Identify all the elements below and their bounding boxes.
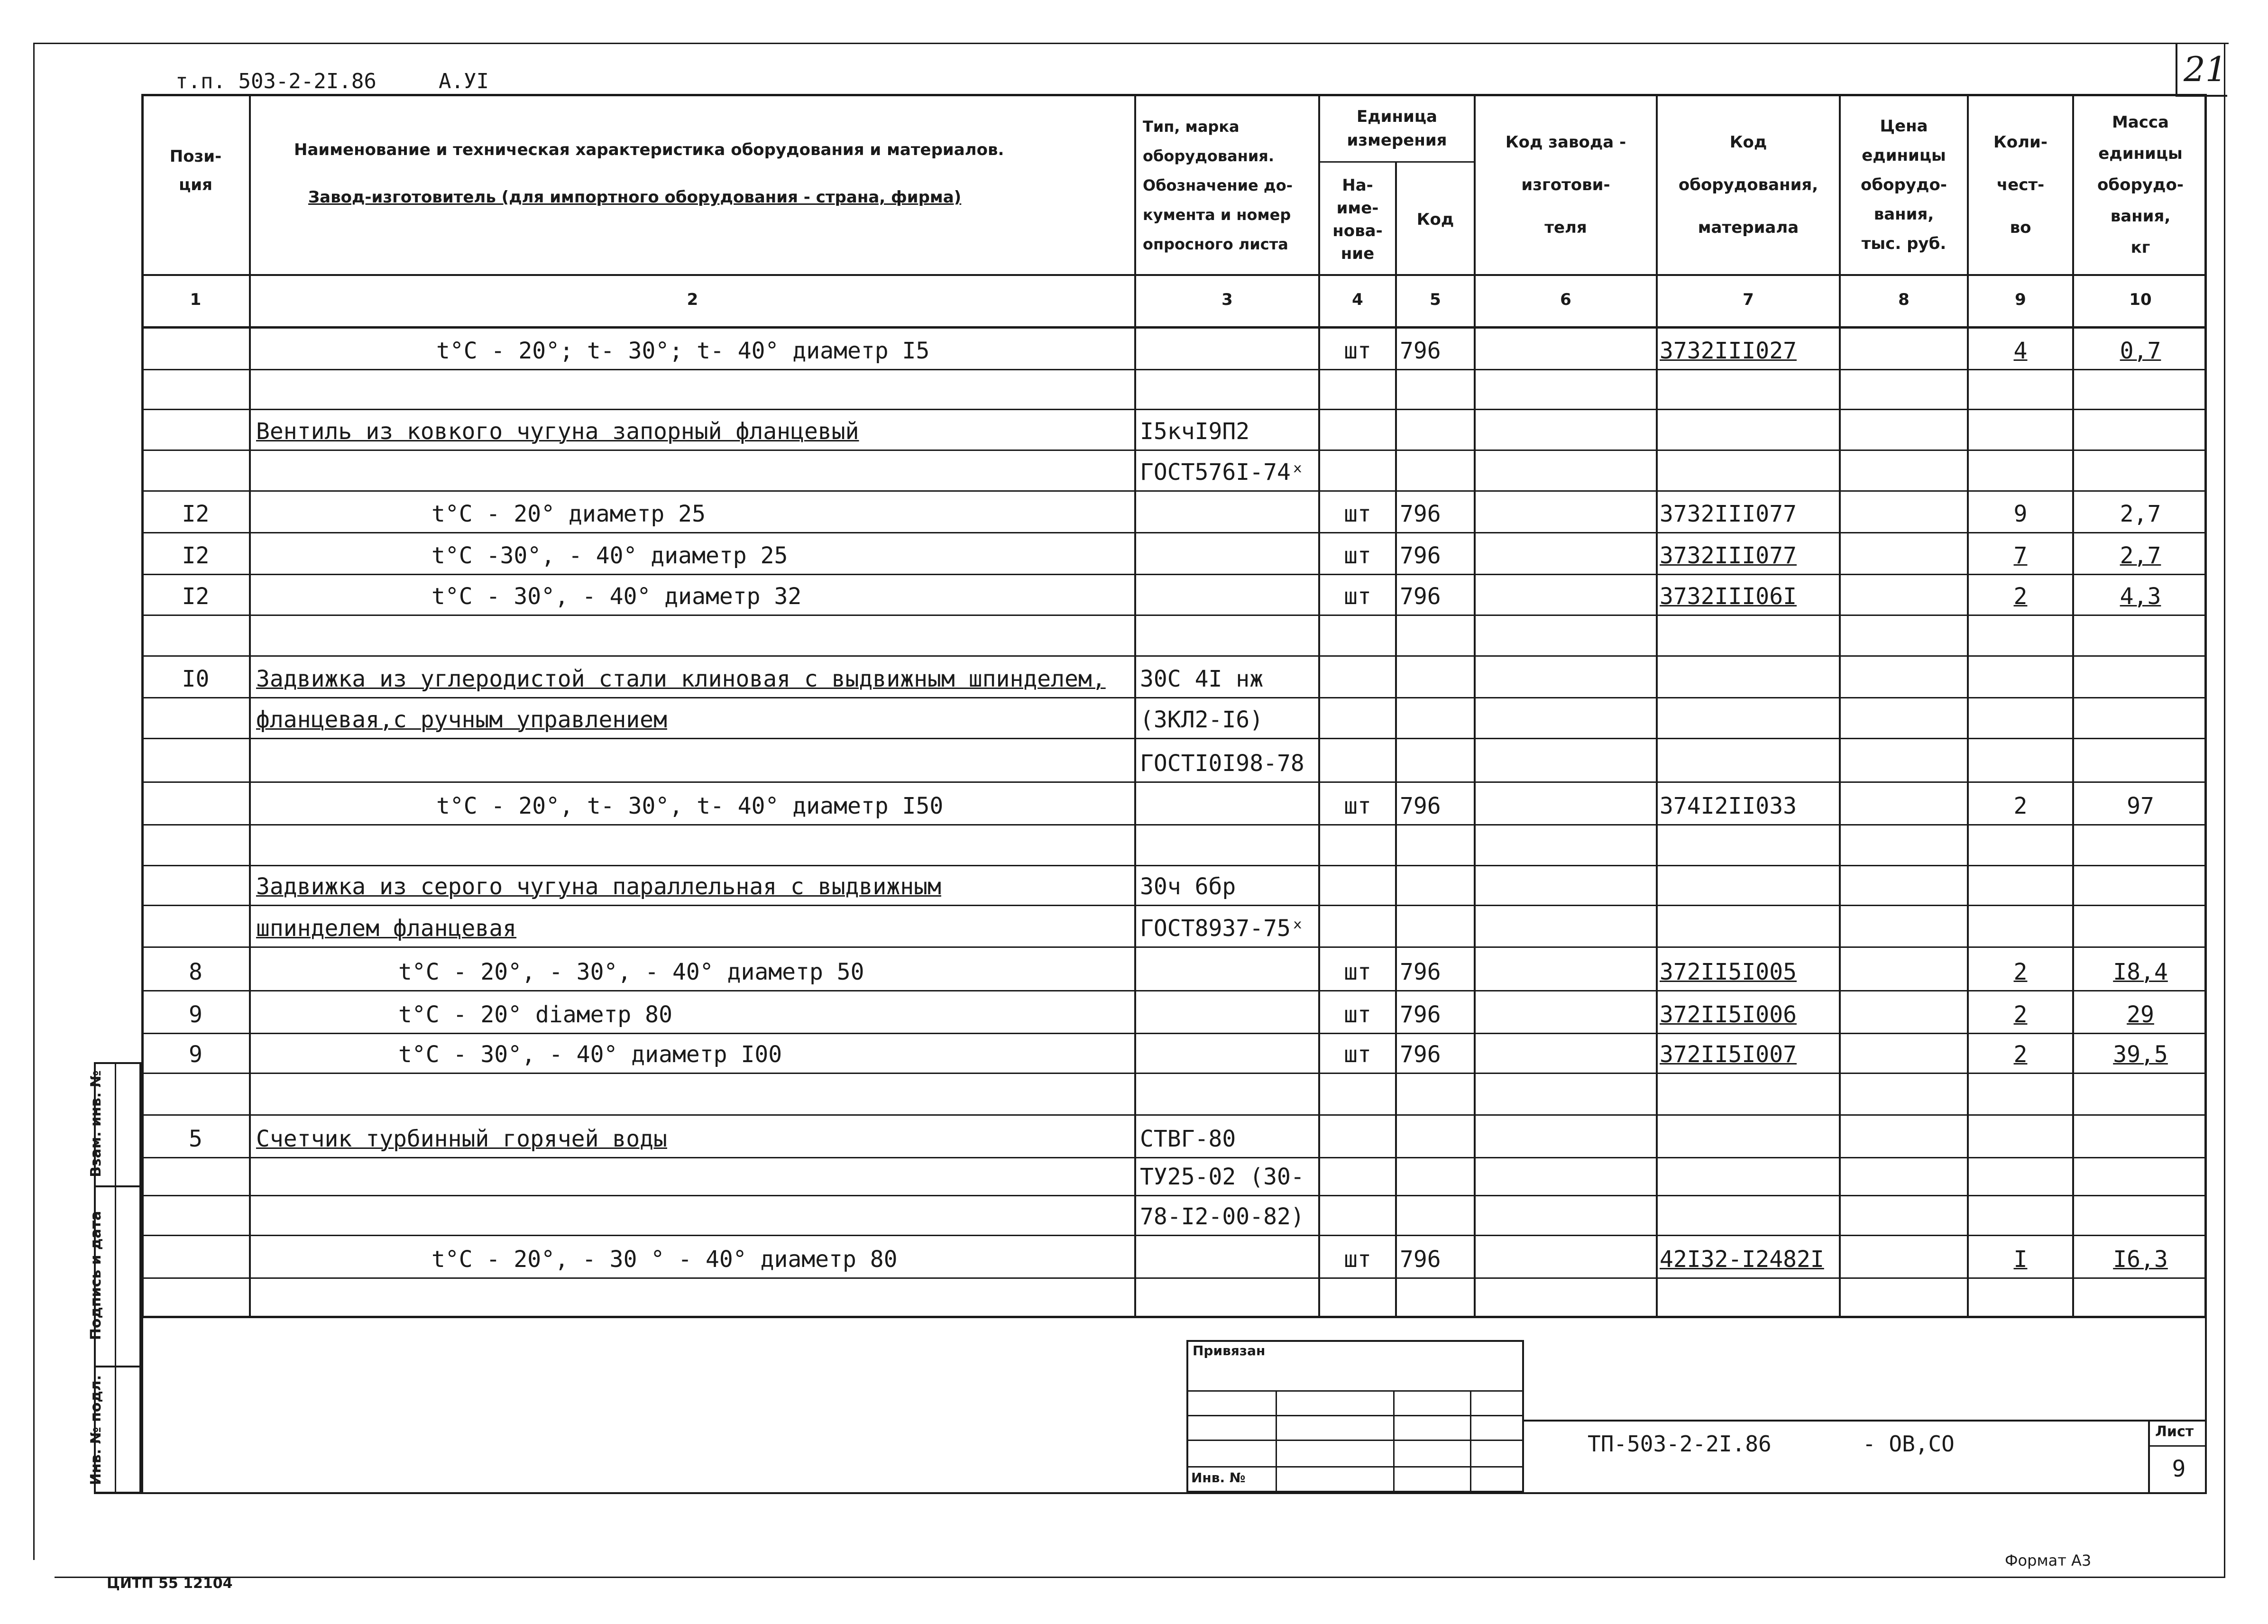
cell-ucode: 796 [1400,1001,1441,1028]
col-number: 3 [1221,290,1233,309]
cell-type: ГОСТ576I-74ˣ [1140,459,1304,486]
cell-name: Счетчик турбинный горячей воды [256,1126,667,1152]
cell-qty: 7 [2013,542,2028,569]
cell-name: шпинделем фланцевая [256,915,517,942]
doc-code-stamp: ТП-503-2-2I.86 [1588,1431,1772,1457]
cell-mass: 4,3 [2120,583,2161,610]
cell-unit: шт [1344,501,1371,527]
cell-qty: 2 [2013,1041,2028,1068]
header-mass: Масса единицы оборудо- вания, кг [2097,113,2184,257]
cell-code: 3732III077 [1660,501,1797,527]
cell-qty: 2 [2013,1001,2028,1028]
cell-pos: 5 [189,1126,202,1152]
cell-unit: шт [1344,1041,1371,1068]
cell-ucode: 796 [1400,583,1441,610]
header-name-line1: Наименование и техническая характеристика оборудования и материалов. [294,140,1004,159]
cell-type: (ЗКЛ2-I6) [1140,706,1264,733]
footer-cipher: ЦИТП 55 12104 [107,1575,233,1592]
cell-name: t°C - 30°, - 40° диаметр 32 [432,583,802,610]
doc-code-suffix: - ОВ,СО [1863,1431,1955,1457]
col-number: 5 [1430,290,1441,309]
col-number: 10 [2129,290,2152,309]
col-number: 1 [190,290,202,309]
cell-type: 30ч 6бр [1140,873,1236,900]
cell-type: ГОСТ8937-75ˣ [1140,915,1304,942]
cell-qty: I [2013,1246,2028,1273]
cell-mass: I6,3 [2113,1246,2168,1273]
cell-pos: 9 [189,1041,202,1068]
cell-name: t°C -30°, - 40° диаметр 25 [432,542,788,569]
cell-mass: 2,7 [2120,542,2161,569]
cell-name: Задвижка из углеродистой стали клиновая с выдвижным шпинделем, [256,666,1106,692]
cell-unit: шт [1344,542,1371,569]
cell-qty: 2 [2013,583,2028,610]
cell-mass: 0,7 [2120,338,2161,364]
format-label: Формат А3 [2005,1551,2092,1569]
cell-code: 372II5I006 [1660,1001,1797,1028]
cell-code: 3732III027 [1660,338,1797,364]
cell-type: 78-I2-00-82) [1140,1203,1304,1230]
cell-ucode: 796 [1400,501,1441,527]
cell-name: t°C - 20° diаметр 80 [398,1001,672,1028]
cell-code: 42I32-I2482I [1660,1246,1824,1273]
col-number: 8 [1898,290,1910,309]
cell-name: t°C - 20°, t- 30°, t- 40° диаметр I50 [436,793,944,819]
cell-type: ГОСТI0I98-78 [1140,750,1304,777]
cell-code: 374I2II033 [1660,793,1797,819]
cell-mass: I8,4 [2113,959,2168,985]
cell-pos: I2 [182,583,210,610]
cell-qty: 2 [2013,793,2028,819]
header-unit-code: Код [1416,210,1454,229]
cell-name: t°C - 30°, - 40° диаметр I00 [398,1041,782,1068]
col-number: 9 [2015,290,2026,309]
cell-name: t°C - 20° диаметр 25 [432,501,706,527]
cell-name: фланцевая,с ручным управлением [256,706,667,733]
cell-ucode: 796 [1400,338,1441,364]
col-number: 6 [1560,290,1571,309]
header-unit: Единица измерения [1347,107,1447,150]
cell-unit: шт [1344,338,1371,364]
cell-mass: 97 [2127,793,2154,819]
cell-ucode: 796 [1400,542,1441,569]
inv-no-label: Инв. № [1191,1470,1246,1486]
cell-ucode: 796 [1400,959,1441,985]
cell-name: Вентиль из ковкого чугуна запорный фланцевый [256,418,859,445]
cell-ucode: 796 [1400,793,1441,819]
album-number: А.УI [439,69,489,93]
header-unit-name: На- име- нова- ние [1332,175,1383,263]
cell-qty: 9 [2013,501,2028,527]
cell-name: t°C - 20°, - 30 ° - 40° диаметр 80 [432,1246,898,1273]
header-position: Пози- ция [169,147,222,194]
sheet-corner-number: 21 [2184,49,2227,89]
doc-code: т.п. 503-2-2I.86 [175,69,376,93]
col-number: 4 [1352,290,1363,309]
cell-qty: 4 [2013,338,2028,364]
cell-unit: шт [1344,583,1371,610]
cell-type: 30С 4I нж [1140,666,1264,692]
header-mfr-code: Код завода - изготови- теля [1505,133,1626,237]
cell-code: 3732III06I [1660,583,1797,610]
cell-unit: шт [1344,1246,1371,1273]
side-label-podpis: Подпись и дата [88,1211,104,1340]
cell-unit: шт [1344,793,1371,819]
cell-mass: 39,5 [2113,1041,2168,1068]
header-equipment-code: Код оборудования, материала [1678,133,1818,237]
cell-code: 372II5I005 [1660,959,1797,985]
cell-mass: 2,7 [2120,501,2161,527]
cell-name: Задвижка из серого чугуна параллельная с выдвижным [256,873,941,900]
side-label-inv: Инв. № подл. [88,1375,104,1486]
header-price: Цена единицы оборудо- вания, тыс. руб. [1861,117,1947,253]
sheet-number: 9 [2172,1456,2186,1482]
cell-name: t°C - 20°; t- 30°; t- 40° диаметр I5 [436,338,930,364]
privyazan-label: Привязан [1193,1343,1266,1358]
header-type: Тип, марка оборудования. Обозначение до- кумента и номер опросного листа [1143,118,1293,253]
cell-type: I5кчI9П2 [1140,418,1250,445]
cell-type: ТУ25-02 (30- [1140,1164,1304,1190]
cell-qty: 2 [2013,959,2028,985]
cell-name: t°C - 20°, - 30°, - 40° диаметр 50 [398,959,864,985]
cell-code: 3732III077 [1660,542,1797,569]
cell-unit: шт [1344,959,1371,985]
header-name-line2: Завод-изготовитель (для импортного оборудования - страна, фирма) [308,188,962,207]
cell-type: СТВГ-80 [1140,1126,1236,1152]
header-quantity: Коли- чест- во [1993,133,2048,237]
sheet-label: Лист [2155,1423,2194,1440]
cell-pos: I2 [182,501,210,527]
cell-pos: I0 [182,666,210,692]
side-label-vzam: Взам. инв. № [88,1070,104,1177]
cell-pos: 9 [189,1001,202,1028]
cell-pos: 8 [189,959,202,985]
cell-ucode: 796 [1400,1041,1441,1068]
col-number: 2 [687,290,698,309]
cell-mass: 29 [2127,1001,2154,1028]
cell-unit: шт [1344,1001,1371,1028]
cell-ucode: 796 [1400,1246,1441,1273]
cell-code: 372II5I007 [1660,1041,1797,1068]
cell-pos: I2 [182,542,210,569]
col-number: 7 [1743,290,1754,309]
